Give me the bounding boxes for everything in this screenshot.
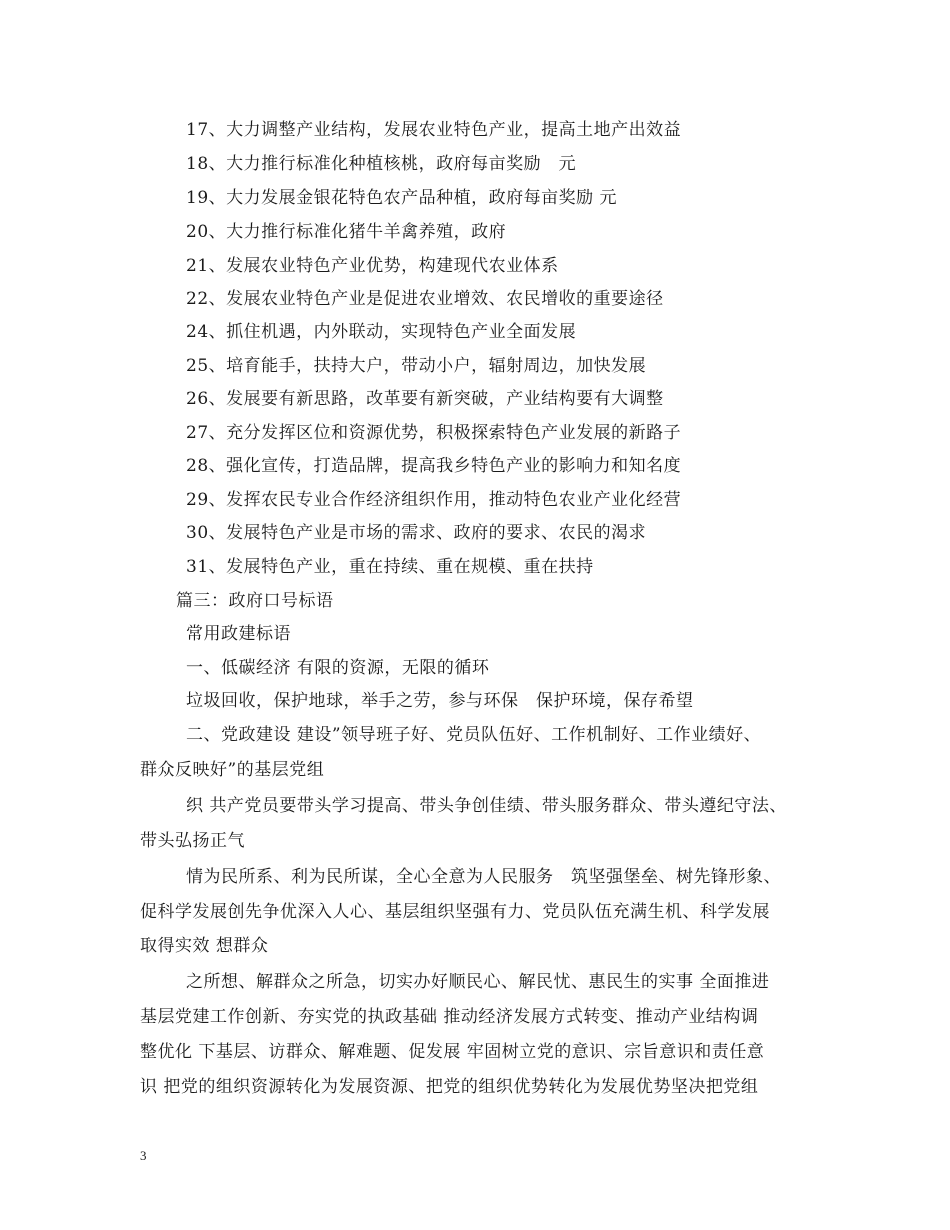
list-item: 22、发展农业特色产业是促进农业增效、农民增收的重要途径 xyxy=(186,289,664,309)
list-item: 21、发展农业特色产业优势，构建现代农业体系 xyxy=(186,256,559,276)
list-item: 29、发挥农民专业合作经济组织作用，推动特色农业产业化经营 xyxy=(186,490,682,510)
list-item: 28、强化宣传，打造品牌，提高我乡特色产业的影响力和知名度 xyxy=(186,456,682,476)
body-line: 垃圾回收，保护地球，举手之劳，参与环保 保护环境，保存希望 xyxy=(186,691,694,711)
list-item: 17、大力调整产业结构，发展农业特色产业，提高土地产出效益 xyxy=(186,120,682,140)
list-item: 18、大力推行标准化种植核桃，政府每亩奖励 元 xyxy=(186,154,577,174)
body-line: 群众反映好”的基层党组 xyxy=(140,760,325,780)
body-line: 之所想、解群众之所急，切实办好顺民心、解民忧、惠民生的实事 全面推进 xyxy=(186,972,770,992)
body-line: 二、党政建设 建设”领导班子好、党员队伍好、工作机制好、工作业绩好、 xyxy=(186,725,762,745)
list-item: 25、培育能手，扶持大户，带动小户，辐射周边，加快发展 xyxy=(186,356,647,376)
body-line: 取得实效 想群众 xyxy=(140,936,269,956)
body-line: 整优化 下基层、访群众、解难题、促发展 牢固树立党的意识、宗旨意识和责任意 xyxy=(140,1042,765,1062)
section-title: 篇三：政府口号标语 xyxy=(176,591,334,611)
list-item: 27、充分发挥区位和资源优势，积极探索特色产业发展的新路子 xyxy=(186,423,682,443)
list-item: 30、发展特色产业是市场的需求、政府的要求、农民的渴求 xyxy=(186,523,647,543)
body-line: 一、低碳经济 有限的资源，无限的循环 xyxy=(186,658,490,678)
list-item: 26、发展要有新思路，改革要有新突破，产业结构要有大调整 xyxy=(186,389,664,409)
body-line: 织 共产党员要带头学习提高、带头争创佳绩、带头服务群众、带头遵纪守法、 xyxy=(186,796,787,816)
body-line: 识 把党的组织资源转化为发展资源、把党的组织优势转化为发展优势坚决把党组 xyxy=(140,1077,759,1097)
list-item: 20、大力推行标准化猪牛羊禽养殖，政府 xyxy=(186,222,507,242)
body-line: 促科学发展创先争优深入人心、基层组织坚强有力、党员队伍充满生机、科学发展 xyxy=(140,902,770,922)
list-item: 24、抓住机遇，内外联动，实现特色产业全面发展 xyxy=(186,322,577,342)
body-line: 带头弘扬正气 xyxy=(140,831,245,851)
list-item: 19、大力发展金银花特色农产品种植，政府每亩奖励 元 xyxy=(186,188,618,208)
section-subtitle: 常用政建标语 xyxy=(186,624,291,644)
page-number: 3 xyxy=(140,1148,147,1163)
body-line: 情为民所系、利为民所谋，全心全意为人民服务 筑坚强堡垒、树先锋形象、 xyxy=(186,867,781,887)
body-line: 基层党建工作创新、夯实党的执政基础 推动经济发展方式转变、推动产业结构调 xyxy=(140,1007,759,1027)
list-item: 31、发展特色产业，重在持续、重在规模、重在扶持 xyxy=(186,557,594,577)
